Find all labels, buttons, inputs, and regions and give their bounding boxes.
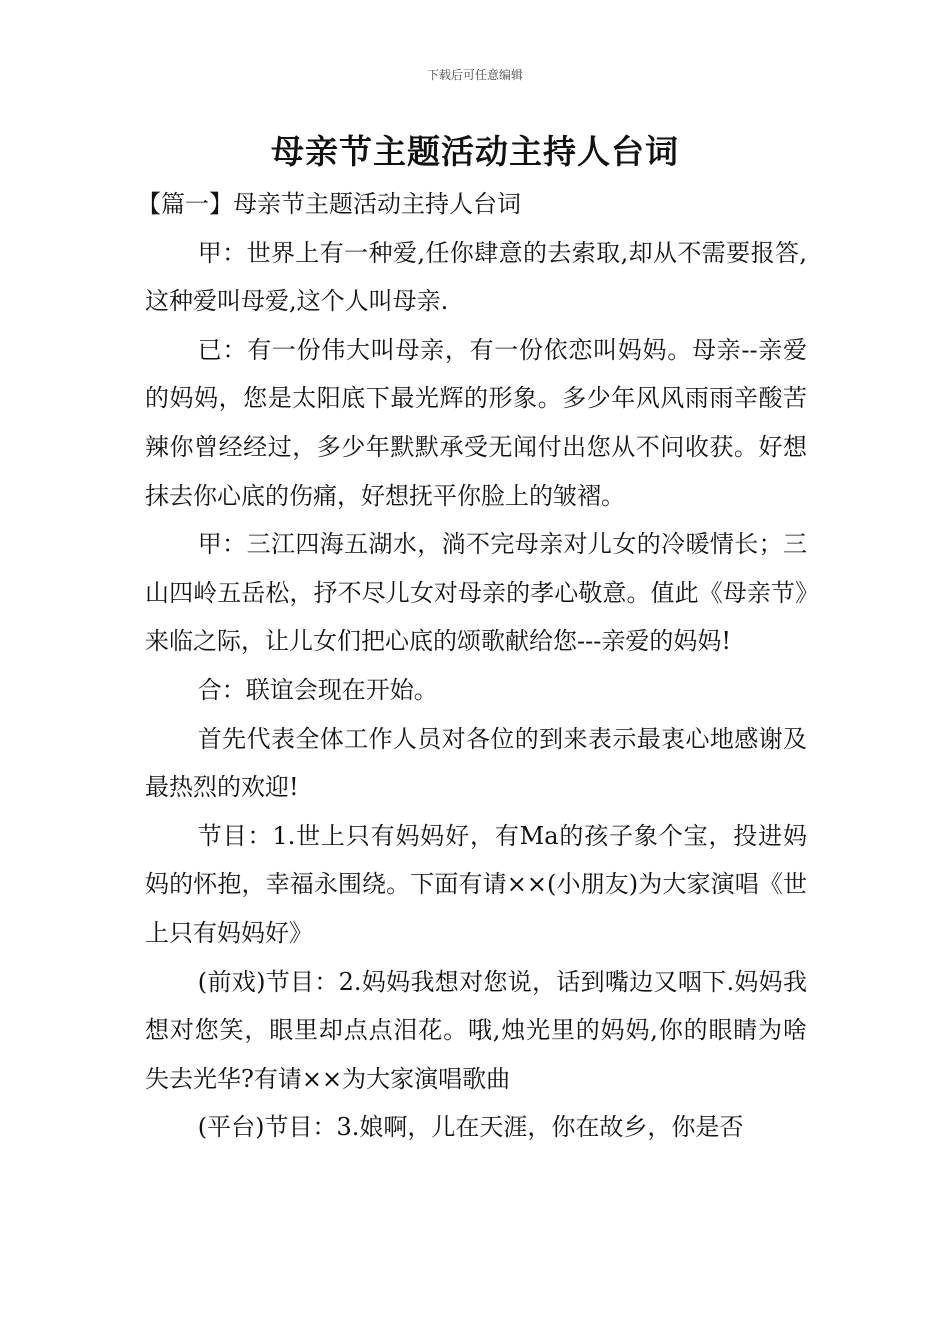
paragraph: (平台)节目：3.娘啊，儿在天涯，你在故乡，你是否 — [197, 1113, 744, 1142]
paragraph: 节目：1.世上只有妈妈好，有Ma的孩子象个宝，投进妈妈的怀抱，幸福永围绕。下面有请××(小朋友)为大家演唱《世上只有妈妈好》 — [145, 821, 807, 947]
section-heading: 【篇一】母亲节主题活动主持人台词 — [137, 190, 521, 218]
document-body — [137, 180, 807, 1152]
header-note: 下载后可任意编辑 — [426, 68, 523, 82]
paragraph: 甲：三江四海五湖水，淌不完母亲对儿女的冷暖情长；三山四岭五岳松，抒不尽儿女对母亲的孝心敬意。值此《母亲节》来临之际，让儿女们把心底的颂歌献给您---亲爱的妈妈! — [145, 530, 807, 656]
document-title: 母亲节主题活动主持人台词 — [271, 132, 679, 171]
paragraph: 甲：世界上有一种爱,任你肆意的去索取,却从不需要报答,这种爱叫母爱,这个人叫母亲. — [145, 238, 807, 316]
paragraph: 首先代表全体工作人员对各位的到来表示最衷心地感谢及最热烈的欢迎! — [145, 724, 807, 802]
paragraph: 合：联谊会现在开始。 — [197, 675, 438, 704]
paragraph: (前戏)节目：2.妈妈我想对您说，话到嘴边又咽下.妈妈我想对您笑，眼里却点点泪花。哦,烛光里的妈妈,你的眼睛为啥失去光华?有请××为大家演唱歌曲 — [145, 967, 807, 1093]
paragraph: 已：有一份伟大叫母亲，有一份依恋叫妈妈。母亲--亲爱的妈妈，您是太阳底下最光辉的形象。多少年风风雨雨辛酸苦辣你曾经经过，多少年默默承受无闻付出您从不问收获。好想抹去你心底的伤痛，好想抚平你脸上的皱褶。 — [145, 335, 807, 510]
